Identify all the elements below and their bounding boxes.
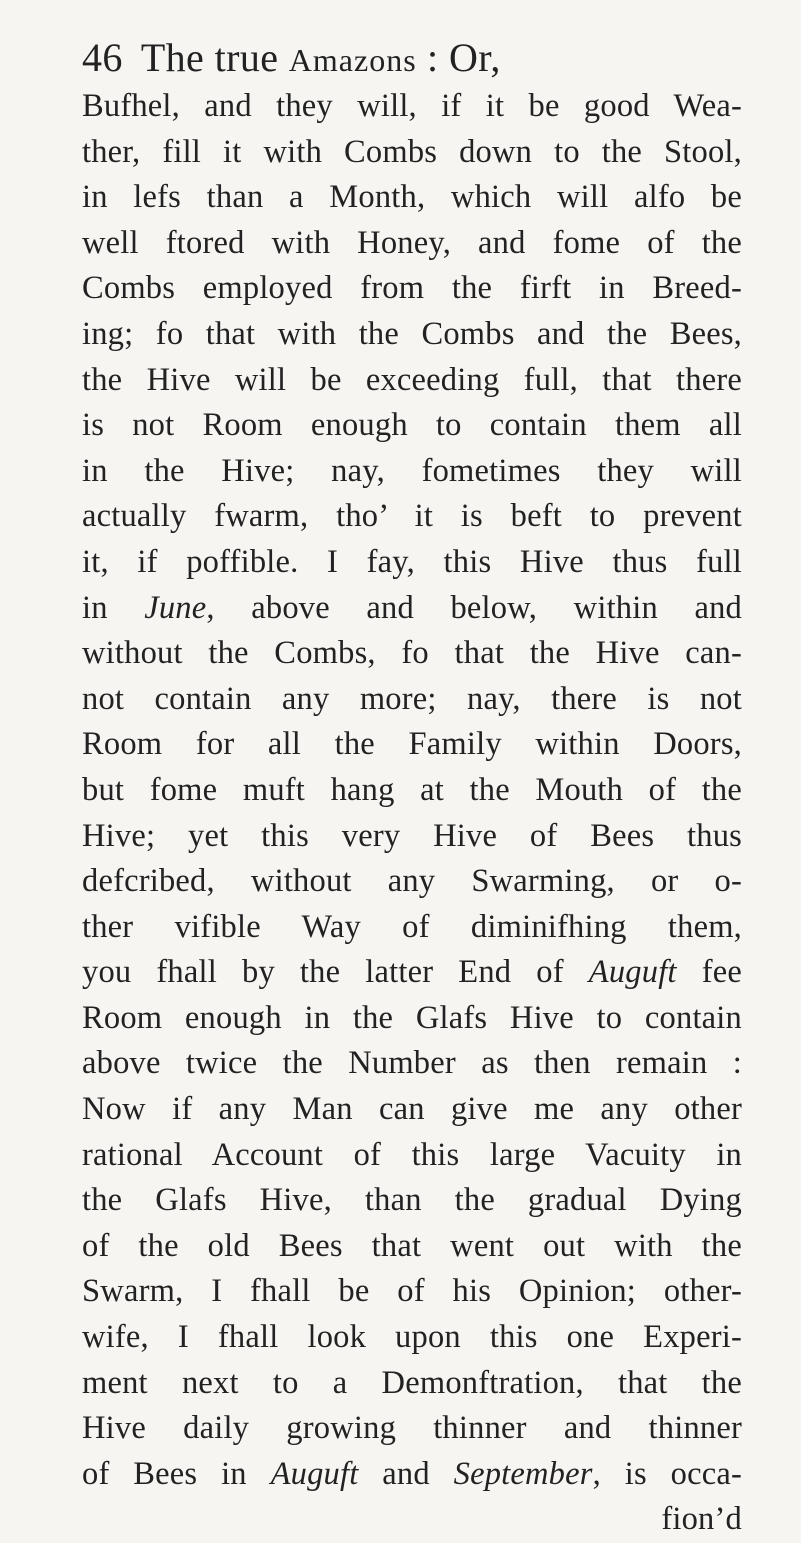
text-line: Room enough in the Glafs Hive to contain [82,999,742,1036]
italic-month: June [144,589,207,626]
text-line: the Glafs Hive, than the gradual Dying [82,1182,742,1219]
text-line: Hive; yet this very Hive of Bees thus [82,817,742,854]
header-title-smallcaps: Amazons [288,42,417,78]
text-line: ing; fo that with the Combs and the Bees, [82,315,742,352]
text-line: above twice the Number as then remain : [82,1045,742,1082]
text-line: Now if any Man can give me any other [82,1091,742,1128]
catchword: fion’d [661,1501,742,1538]
running-header [82,28,732,88]
text-line: in lefs than a Month, which will alfo be [82,179,742,216]
text-line: the Hive will be exceeding full, that there [82,361,742,398]
text-line: defcribed, without any Swarming, or o- [82,863,742,900]
body-text [82,84,742,1543]
text-line: is not Room enough to contain them all [82,407,742,444]
text-line: ther vifible Way of diminifhing them, [82,908,742,945]
text-line: Room for all the Family within Doors, [82,726,742,763]
text-line: you fhall by the latter End of Auguft fee [82,954,742,991]
text-line: Hive daily growing thinner and thinner [82,1410,742,1447]
header-title-end: : Or, [416,35,501,80]
text-line: ment next to a Demonftration, that the [82,1364,742,1401]
text-line: rational Account of this large Vacuity in [82,1136,742,1173]
text-line: of the old Bees that went out with the [82,1227,742,1264]
text-line: ther, fill it with Combs down to the Stool, [82,133,742,170]
text-line: Bufhel, and they will, if it be good Wea- [82,88,742,124]
italic-month: Auguft [588,954,677,991]
text-line: not contain any more; nay, there is not [82,680,742,717]
text-line: in June, above and below, within and [82,589,742,626]
text-line: wife, I fhall look upon this one Experi- [82,1319,742,1356]
text-line: it, if poffible. I fay, this Hive thus full [82,543,742,580]
text-line: actually fwarm, tho’ it is beft to prevent [82,498,742,535]
text-line: well ftored with Honey, and fome of the [82,224,742,261]
text-line: Swarm, I fhall be of his Opinion; other- [82,1273,742,1310]
page-number: 46 [82,35,123,80]
text-line: in the Hive; nay, fometimes they will [82,452,742,489]
text-line: Combs employed from the firft in Breed- [82,270,742,307]
text-line: of Bees in Auguft and September, is occa- [82,1455,742,1492]
italic-month: Auguft [270,1455,359,1492]
header-title-start: The true [140,35,289,80]
text-line: without the Combs, fo that the Hive can- [82,635,742,672]
text-line: but fome muft hang at the Mouth of the [82,771,742,808]
italic-month: September [453,1455,593,1492]
